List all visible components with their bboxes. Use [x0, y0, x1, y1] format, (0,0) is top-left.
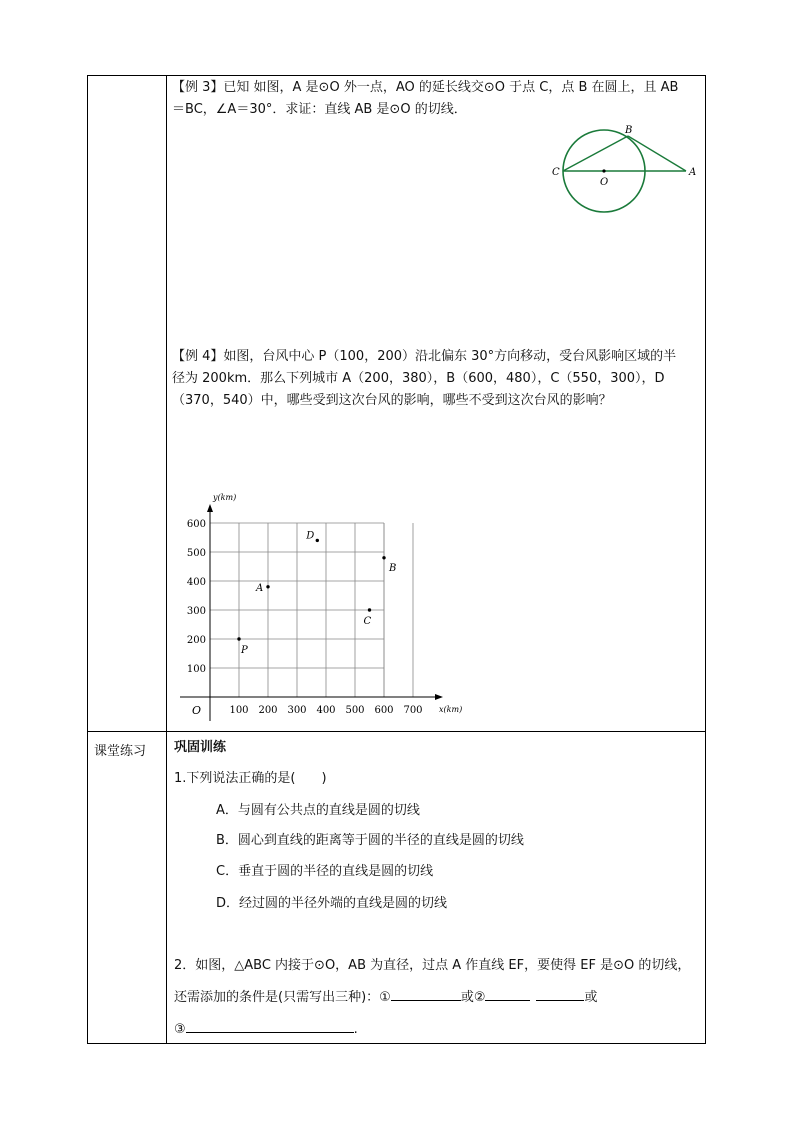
y-axis-arrow: [207, 504, 213, 512]
city-point-p: [237, 637, 240, 640]
example4-line1: 【例 4】如图，台风中心 P（100，200）沿北偏东 30°方向移动，受台风影响区域的半: [172, 349, 677, 364]
center-dot: [602, 169, 605, 172]
x-tick-label: 500: [345, 705, 365, 716]
city-point-a: [266, 585, 269, 588]
q2-line3-prefix: ③: [174, 1022, 186, 1037]
q1-option-a: A．与圆有公共点的直线是圆的切线: [216, 803, 420, 818]
q2-line1: 2．如图，△ABC 内接于⊙O，AB 为直径，过点 A 作直线 EF，要使得 EF 是⊙O 的切线，: [174, 958, 691, 973]
origin-label: O: [192, 704, 202, 717]
example3-circle-figure: [548, 120, 700, 218]
answer-blank-1[interactable]: [391, 986, 461, 1001]
q2-line3: [174, 1018, 358, 1041]
x-axis-label: x(km): [439, 705, 463, 714]
y-tick-label: 400: [186, 577, 206, 588]
q2-line2: [174, 986, 597, 1009]
x-tick-label: 600: [374, 705, 394, 716]
city-label-d: D: [306, 530, 315, 542]
answer-blank-3[interactable]: [186, 1018, 354, 1033]
y-tick-label: 300: [186, 606, 206, 617]
x-tick-label: 300: [287, 705, 307, 716]
example3-line1: 【例 3】已知 如图，A 是⊙O 外一点，AO 的延长线交⊙O 于点 C，点 B 在圆上，且 AB: [172, 80, 679, 95]
x-tick-label: 400: [316, 705, 336, 716]
x-tick-label: 200: [258, 705, 278, 716]
y-tick-label: 600: [186, 519, 206, 530]
q1-option-b: B．圆心到直线的距离等于圆的半径的直线是圆的切线: [216, 833, 524, 848]
y-tick-label: 100: [186, 664, 206, 675]
q1-option-c: C．垂直于圆的半径的直线是圆的切线: [216, 864, 434, 879]
y-axis-label: y(km): [213, 493, 237, 502]
y-tick-label: 200: [186, 635, 206, 646]
label-c: C: [552, 167, 560, 178]
q1-option-d: D．经过圆的半径外端的直线是圆的切线: [216, 896, 448, 911]
city-label-c: C: [363, 616, 372, 627]
q2-line2-prefix: 还需添加的条件是(只需写出三种)：①: [174, 990, 391, 1005]
y-tick-label: 500: [186, 548, 206, 559]
label-a: A: [689, 167, 697, 178]
x-tick-label: 100: [229, 705, 249, 716]
answer-blank-2b[interactable]: [536, 986, 584, 1001]
example4-line3: （370，540）中，哪些受到这次台风的影响，哪些不受到这次台风的影响？: [172, 393, 612, 408]
typhoon-coordinate-chart: [170, 488, 490, 723]
row-divider: [87, 731, 706, 732]
city-label-a: A: [256, 582, 264, 594]
city-point-d: [316, 539, 319, 542]
city-label-b: B: [389, 562, 397, 574]
q2-or-2: 或: [584, 990, 598, 1005]
city-point-c: [368, 608, 371, 611]
column-divider: [166, 75, 167, 1044]
segment-ba: [628, 136, 686, 171]
q1-stem: 1.下列说法正确的是( ): [174, 771, 327, 786]
label-o: O: [600, 177, 609, 188]
x-tick-label: 700: [403, 705, 423, 716]
q2-line3-end: .: [353, 1022, 358, 1037]
example4-line2: 径为 200km．那么下列城市 A（200，380），B（600，480），C（550，300），D: [172, 371, 665, 386]
answer-blank-2a[interactable]: [485, 986, 530, 1001]
example3-line2: ＝BC，∠A＝30°．求证：直线 AB 是⊙O 的切线．: [172, 102, 467, 117]
city-point-b: [382, 556, 385, 559]
city-label-p: P: [241, 645, 248, 656]
practice-heading: 巩固训练: [174, 740, 227, 755]
q2-or-1: 或②: [460, 990, 486, 1005]
row-label-practice: 课堂练习: [94, 744, 147, 759]
x-axis-arrow: [435, 694, 443, 700]
label-b: B: [625, 125, 633, 136]
segment-cb: [563, 136, 628, 171]
